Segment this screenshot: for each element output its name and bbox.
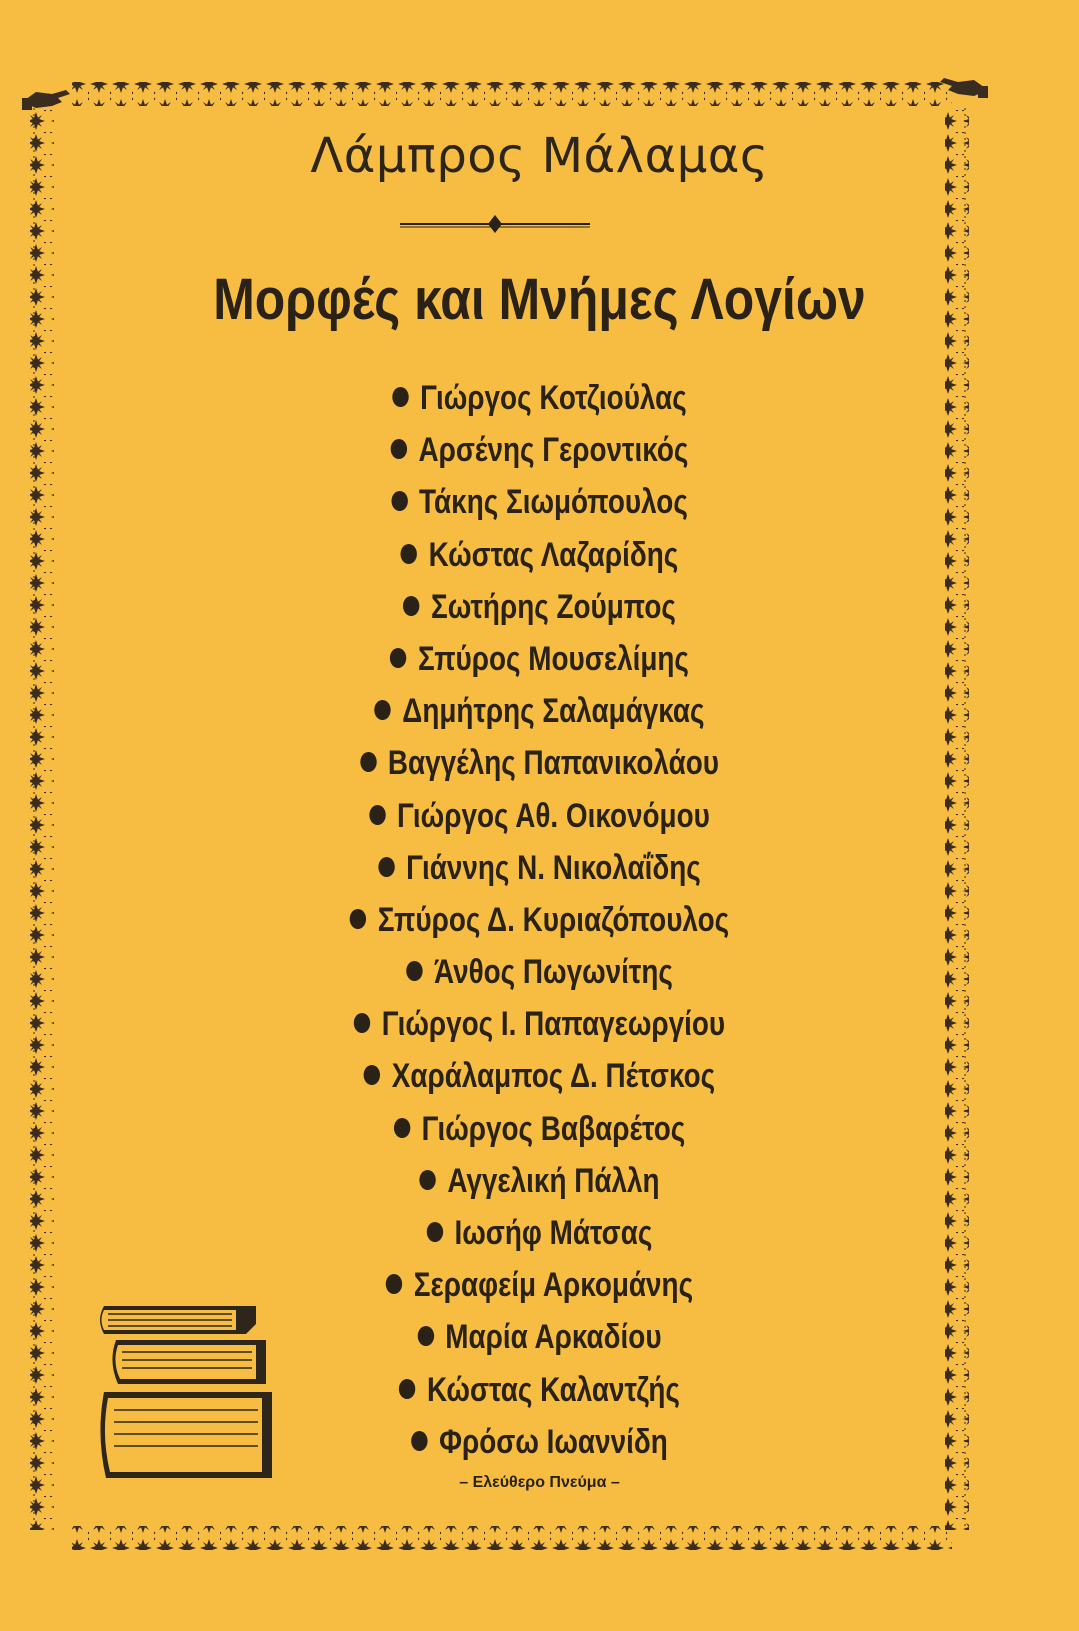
- list-item: Γιώργος Κοτζιούλας: [97, 372, 982, 424]
- bullet-icon: [411, 1431, 427, 1451]
- list-item: Σεραφείμ Αρκομάνης: [97, 1259, 982, 1311]
- list-item: Χαράλαμπος Δ. Πέτσκος: [97, 1050, 982, 1102]
- list-item: Φρόσω Ιωαννίδη: [97, 1416, 982, 1468]
- bullet-icon: [417, 1326, 433, 1346]
- bullet-icon: [390, 648, 406, 668]
- list-item: Δημήτρης Σαλαμάγκας: [97, 685, 982, 737]
- list-item: Σπύρος Μουσελίμης: [97, 633, 982, 685]
- author-name: Λάμπρος Μάλαμας: [310, 128, 769, 184]
- bullet-icon: [369, 805, 385, 825]
- bullet-icon: [427, 1222, 443, 1242]
- bullet-icon: [399, 1379, 415, 1399]
- bullet-icon: [406, 961, 422, 981]
- list-item: Μαρία Αρκαδίου: [97, 1311, 982, 1363]
- bullet-icon: [392, 387, 408, 407]
- list-item: Αγγελική Πάλλη: [97, 1155, 982, 1207]
- list-item: Κώστας Λαζαρίδης: [97, 529, 982, 581]
- list-item: Τάκης Σιωμόπουλος: [97, 476, 982, 528]
- bullet-icon: [386, 1274, 402, 1294]
- hand-pointer-icon: [22, 90, 70, 110]
- list-item: Αρσένης Γεροντικός: [97, 424, 982, 476]
- list-item: Βαγγέλης Παπανικολάου: [97, 737, 982, 789]
- book-title: Μορφές και Μνήμες Λογίων: [213, 267, 866, 332]
- books-stack-icon: [96, 1300, 276, 1485]
- bullet-icon: [360, 752, 376, 772]
- list-item: Γιώργος Αθ. Οικονόμου: [97, 790, 982, 842]
- list-item: Ιωσήφ Μάτσας: [97, 1207, 982, 1259]
- bullet-icon: [419, 1170, 435, 1190]
- bullet-icon: [378, 857, 394, 877]
- bullet-icon: [364, 1065, 380, 1085]
- bullet-icon: [354, 1013, 370, 1033]
- diamond-ornament-icon: [400, 214, 590, 234]
- bullet-icon: [401, 544, 417, 564]
- bullet-icon: [391, 491, 407, 511]
- bullet-icon: [374, 700, 390, 720]
- list-item: Γιάννης Ν. Νικολαΐδης: [97, 842, 982, 894]
- list-item: Σωτήρης Ζούμπος: [97, 581, 982, 633]
- list-item: Γιώργος Βαβαρέτος: [97, 1103, 982, 1155]
- list-item: Κώστας Καλαντζής: [97, 1364, 982, 1416]
- bullet-icon: [391, 439, 407, 459]
- bullet-icon: [403, 596, 419, 616]
- list-item: Άνθος Πωγωνίτης: [97, 946, 982, 998]
- bullet-icon: [394, 1118, 410, 1138]
- bullet-icon: [350, 909, 366, 929]
- publisher-name: – Ελεύθερο Πνεύμα –: [459, 1474, 620, 1491]
- list-item: Σπύρος Δ. Κυριαζόπουλος: [97, 894, 982, 946]
- list-item: Γιώργος Ι. Παπαγεωργίου: [97, 998, 982, 1050]
